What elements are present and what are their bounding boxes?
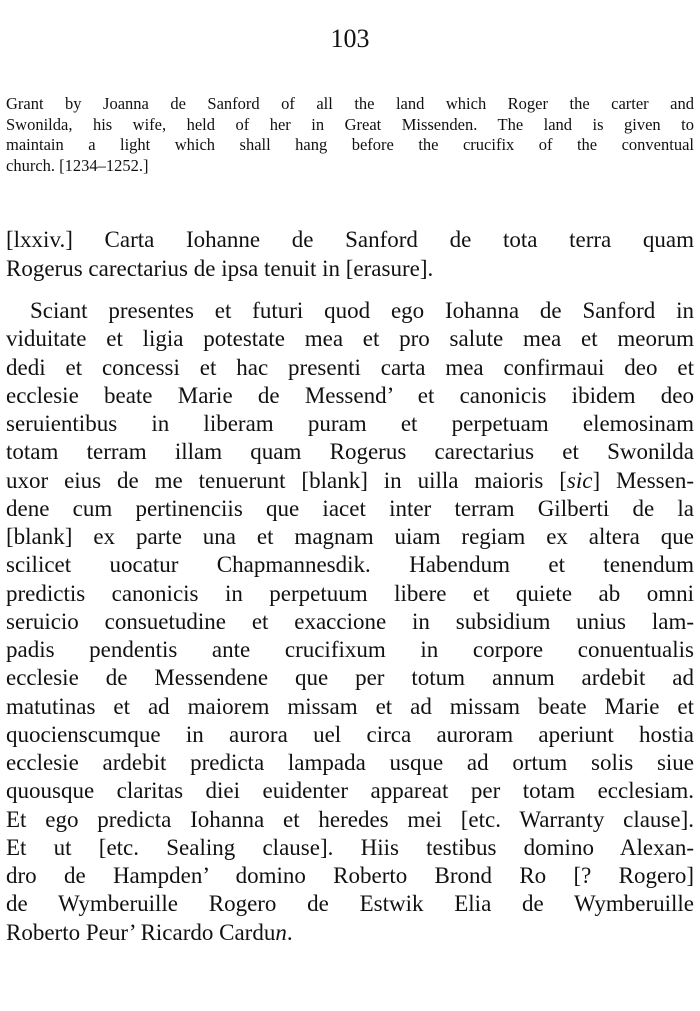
heading-line: [lxxiv.] Carta Iohanne de Sanford de tota terra quam bbox=[6, 227, 694, 252]
body-line: de Wymberuille Rogero de Estwik Elia de Wymberuille bbox=[6, 891, 694, 917]
body-line bbox=[6, 919, 694, 947]
body-line: seruientibus in liberam puram et perpetuam elemosinam bbox=[6, 411, 694, 436]
summary-line: Grant by Joanna de Sanford of all the land which Roger the carter and bbox=[6, 94, 694, 113]
body-line-part: uxor eius de me tenuerunt [blank] in uilla maioris [ bbox=[6, 467, 567, 493]
body-line: padis pendentis ante crucifixum in corpore conuentualis bbox=[6, 637, 694, 662]
body-line: seruicio consuetudine et exaccione in subsidium unius lam- bbox=[6, 608, 694, 634]
body-line: dro de Hampden’ domino Roberto Brond Ro [? Rogero] bbox=[6, 863, 694, 888]
charter-heading bbox=[6, 225, 694, 283]
body-line: matutinas et ad maiorem missam et ad missam beate Marie et bbox=[6, 693, 694, 719]
body-line: dedi et concessi et hac presenti carta mea confirmaui deo et bbox=[6, 354, 694, 380]
summary-line: church. [1234–1252.] bbox=[6, 155, 149, 175]
body-line: ecclesie ardebit predicta lampada usque ad ortum solis siue bbox=[6, 750, 694, 775]
body-line: scilicet uocatur Chapmannesdik. Habendum et tenendum bbox=[6, 552, 694, 578]
body-line: quousque claritas diei euidenter appareat per totam ecclesiam. bbox=[6, 778, 694, 804]
body-line: Et ut [etc. Sealing clause]. Hiis testibus domino Alexan- bbox=[6, 834, 694, 860]
summary-line: Swonilda, his wife, held of her in Great Missenden. The land is given to bbox=[6, 114, 694, 134]
page-number: 103 bbox=[330, 24, 370, 53]
body-line-part: Roberto Peur’ Ricardo Cardu bbox=[6, 919, 276, 945]
heading-line: Rogerus carectarius de ipsa tenuit in [erasure]. bbox=[6, 256, 434, 281]
body-line: Et ego predicta Iohanna et heredes mei [etc. Warranty clause]. bbox=[6, 806, 694, 832]
body-line: quocienscumque in aurora uel circa auroram aperiunt hostia bbox=[6, 721, 694, 747]
body-line-part: . bbox=[286, 919, 293, 945]
italic-letter: n bbox=[275, 919, 287, 945]
body-line: Sciant presentes et futuri quod ego Iohanna de Sanford in bbox=[30, 298, 694, 323]
body-line-part: ] Messen- bbox=[592, 467, 694, 493]
body-line: ecclesie de Messendene que per totum annum ardebit ad bbox=[6, 665, 694, 691]
body-line: predictis canonicis in perpetuum libere et quiete ab omni bbox=[6, 580, 694, 606]
sic-marker: sic bbox=[566, 467, 593, 493]
body-line: viduitate et ligia potestate mea et pro salute mea et meorum bbox=[6, 326, 694, 352]
charter-text bbox=[6, 297, 694, 947]
body-line: dene cum pertinenciis que iacet inter terram Gilberti de la bbox=[6, 495, 694, 521]
entry-summary bbox=[6, 94, 694, 176]
body-line: totam terram illam quam Rogerus carectarius et Swonilda bbox=[6, 439, 694, 465]
body-line bbox=[6, 467, 694, 495]
body-line: ecclesie beate Marie de Messend’ et canonicis ibidem deo bbox=[6, 382, 694, 408]
body-line: [blank] ex parte una et magnam uiam regiam ex altera que bbox=[6, 524, 694, 549]
summary-line: maintain a light which shall hang before the crucifix of the conventual bbox=[6, 135, 694, 155]
